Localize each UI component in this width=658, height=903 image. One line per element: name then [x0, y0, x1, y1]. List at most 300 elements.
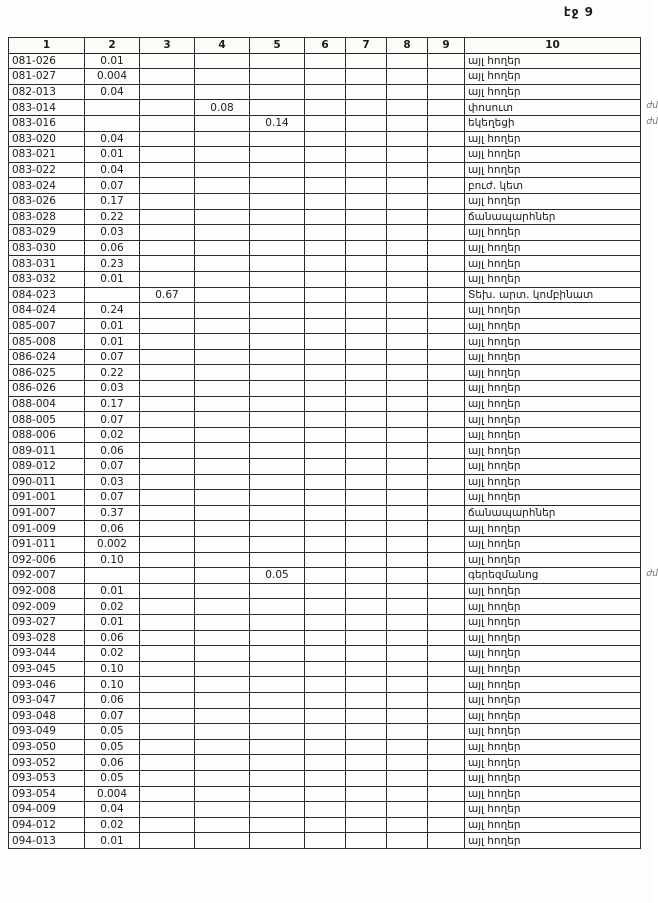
cell-col-8 — [387, 724, 428, 740]
cell-col-6 — [305, 131, 346, 147]
cell-col-7 — [346, 162, 387, 178]
cell-col-2: 0.02 — [85, 817, 140, 833]
table-row — [9, 677, 641, 693]
cell-col-8 — [387, 318, 428, 334]
cell-col-5 — [250, 739, 305, 755]
table-row — [9, 724, 641, 740]
cell-col-1: 094-012 — [9, 817, 85, 833]
table-row — [9, 599, 641, 615]
cell-col-2: 0.004 — [85, 69, 140, 85]
cell-col-9 — [428, 131, 465, 147]
cell-col-3 — [140, 69, 195, 85]
cell-col-7 — [346, 521, 387, 537]
cell-col-9 — [428, 786, 465, 802]
cell-col-8 — [387, 802, 428, 818]
cell-col-6 — [305, 739, 346, 755]
cell-col-8 — [387, 271, 428, 287]
cell-col-1: 092-008 — [9, 583, 85, 599]
cell-col-9 — [428, 770, 465, 786]
cell-col-8 — [387, 443, 428, 459]
cell-col-10: ճանապարհներ — [465, 505, 641, 521]
cell-col-1: 089-011 — [9, 443, 85, 459]
cell-col-8 — [387, 755, 428, 771]
cell-col-3 — [140, 412, 195, 428]
table-row — [9, 100, 641, 116]
cell-col-9 — [428, 178, 465, 194]
cell-col-7 — [346, 427, 387, 443]
cell-col-2: 0.01 — [85, 271, 140, 287]
cell-col-3: 0.67 — [140, 287, 195, 303]
cell-col-4 — [195, 427, 250, 443]
cell-col-6 — [305, 193, 346, 209]
cell-col-1: 093-046 — [9, 677, 85, 693]
cell-col-5 — [250, 396, 305, 412]
cell-col-8 — [387, 661, 428, 677]
cell-col-2: 0.10 — [85, 661, 140, 677]
cell-col-6 — [305, 349, 346, 365]
cell-col-6 — [305, 162, 346, 178]
cell-col-10: այլ հողեր — [465, 708, 641, 724]
cell-col-6 — [305, 287, 346, 303]
cell-col-5 — [250, 692, 305, 708]
cell-col-9 — [428, 568, 465, 584]
cell-col-9 — [428, 833, 465, 849]
cell-col-5 — [250, 412, 305, 428]
cell-col-9 — [428, 412, 465, 428]
cell-col-8 — [387, 614, 428, 630]
cell-col-6 — [305, 692, 346, 708]
cell-col-10: այլ հողեր — [465, 427, 641, 443]
cell-col-4 — [195, 365, 250, 381]
cell-col-8 — [387, 178, 428, 194]
table-row — [9, 708, 641, 724]
cell-col-9 — [428, 287, 465, 303]
cell-col-7 — [346, 599, 387, 615]
cell-col-5 — [250, 599, 305, 615]
cell-col-2: 0.02 — [85, 646, 140, 662]
cell-col-2: 0.37 — [85, 505, 140, 521]
cell-col-1: 086-026 — [9, 381, 85, 397]
table-row — [9, 131, 641, 147]
cell-col-9 — [428, 474, 465, 490]
cell-col-1: 083-030 — [9, 240, 85, 256]
column-header-7: 7 — [346, 38, 387, 54]
cell-col-5 — [250, 802, 305, 818]
cell-col-1: 083-021 — [9, 147, 85, 163]
cell-col-7 — [346, 614, 387, 630]
column-header-2: 2 — [85, 38, 140, 54]
cell-col-9 — [428, 100, 465, 116]
cell-col-1: 086-024 — [9, 349, 85, 365]
cell-col-10: այլ հողեր — [465, 318, 641, 334]
cell-col-4 — [195, 692, 250, 708]
cell-col-4 — [195, 833, 250, 849]
cell-col-6 — [305, 552, 346, 568]
cell-col-9 — [428, 552, 465, 568]
cell-col-2: 0.10 — [85, 552, 140, 568]
cell-col-10: այլ հողեր — [465, 833, 641, 849]
table-row — [9, 256, 641, 272]
cell-col-6 — [305, 459, 346, 475]
cell-col-3 — [140, 334, 195, 350]
table-row — [9, 490, 641, 506]
table-row — [9, 303, 641, 319]
cell-col-2: 0.05 — [85, 724, 140, 740]
cell-col-2: 0.17 — [85, 193, 140, 209]
cell-col-9 — [428, 755, 465, 771]
cell-col-8 — [387, 162, 428, 178]
column-header-9: 9 — [428, 38, 465, 54]
cell-col-9 — [428, 193, 465, 209]
cell-col-3 — [140, 318, 195, 334]
cell-col-3 — [140, 53, 195, 69]
cell-col-10: եկեղեցի ժմ — [465, 115, 641, 131]
cell-col-3 — [140, 225, 195, 241]
cell-col-9 — [428, 708, 465, 724]
cell-col-2: 0.07 — [85, 412, 140, 428]
cell-col-3 — [140, 599, 195, 615]
cell-col-5 — [250, 661, 305, 677]
cell-col-7 — [346, 474, 387, 490]
cell-col-8 — [387, 599, 428, 615]
table-body — [9, 53, 658, 848]
cell-col-8 — [387, 115, 428, 131]
cell-col-10: բուժ. կետ — [465, 178, 641, 194]
handwritten-margin-note: ժմ — [646, 569, 658, 580]
table-row — [9, 147, 641, 163]
cell-col-10: այլ հողեր — [465, 817, 641, 833]
land-register-table — [8, 37, 658, 849]
cell-col-7 — [346, 505, 387, 521]
table-row — [9, 661, 641, 677]
cell-col-6 — [305, 708, 346, 724]
cell-col-4 — [195, 53, 250, 69]
cell-col-2: 0.002 — [85, 537, 140, 553]
cell-col-3 — [140, 833, 195, 849]
cell-col-7 — [346, 552, 387, 568]
cell-col-5 — [250, 53, 305, 69]
cell-col-9 — [428, 692, 465, 708]
cell-col-9 — [428, 318, 465, 334]
cell-col-9 — [428, 225, 465, 241]
cell-col-7 — [346, 583, 387, 599]
cell-col-3 — [140, 443, 195, 459]
cell-col-3 — [140, 303, 195, 319]
cell-col-4 — [195, 256, 250, 272]
cell-col-6 — [305, 53, 346, 69]
table-row — [9, 240, 641, 256]
cell-col-10: այլ հողեր — [465, 84, 641, 100]
cell-col-3 — [140, 256, 195, 272]
cell-col-8 — [387, 69, 428, 85]
cell-col-5 — [250, 443, 305, 459]
table-row — [9, 739, 641, 755]
cell-col-6 — [305, 755, 346, 771]
cell-col-4 — [195, 739, 250, 755]
cell-col-6 — [305, 677, 346, 693]
cell-col-5 — [250, 490, 305, 506]
cell-col-3 — [140, 178, 195, 194]
cell-col-3 — [140, 209, 195, 225]
cell-col-6 — [305, 833, 346, 849]
cell-col-7 — [346, 271, 387, 287]
cell-col-1: 091-011 — [9, 537, 85, 553]
cell-col-2: 0.07 — [85, 178, 140, 194]
handwritten-margin-note: ժմ — [646, 101, 658, 112]
cell-col-9 — [428, 334, 465, 350]
cell-col-8 — [387, 381, 428, 397]
cell-col-7 — [346, 69, 387, 85]
cell-col-10: այլ հողեր — [465, 739, 641, 755]
cell-col-10: այլ հողեր — [465, 552, 641, 568]
cell-col-10: փոսուտ ժմ — [465, 100, 641, 116]
cell-col-3 — [140, 786, 195, 802]
cell-col-1: 081-027 — [9, 69, 85, 85]
cell-col-10: այլ հողեր — [465, 786, 641, 802]
cell-col-2: 0.03 — [85, 381, 140, 397]
cell-col-10: այլ հողեր — [465, 53, 641, 69]
cell-col-3 — [140, 381, 195, 397]
cell-col-9 — [428, 115, 465, 131]
cell-col-4 — [195, 193, 250, 209]
cell-col-4 — [195, 755, 250, 771]
table-row — [9, 474, 641, 490]
cell-col-8 — [387, 349, 428, 365]
cell-col-10: այլ հողեր — [465, 69, 641, 85]
cell-col-5 — [250, 817, 305, 833]
cell-col-8 — [387, 303, 428, 319]
cell-col-10: այլ հողեր — [465, 755, 641, 771]
cell-col-10: այլ հողեր — [465, 724, 641, 740]
cell-col-8 — [387, 817, 428, 833]
cell-col-4 — [195, 583, 250, 599]
cell-col-4 — [195, 505, 250, 521]
table-row — [9, 396, 641, 412]
cell-col-2: 0.04 — [85, 131, 140, 147]
cell-col-10: այլ հողեր — [465, 303, 641, 319]
cell-col-2: 0.07 — [85, 490, 140, 506]
cell-col-4 — [195, 490, 250, 506]
cell-col-4 — [195, 131, 250, 147]
cell-col-3 — [140, 661, 195, 677]
table-row — [9, 692, 641, 708]
table-row — [9, 349, 641, 365]
cell-col-5 — [250, 349, 305, 365]
cell-col-10: այլ հողեր — [465, 256, 641, 272]
table-row — [9, 755, 641, 771]
column-header-8: 8 — [387, 38, 428, 54]
table-row — [9, 521, 641, 537]
cell-col-7 — [346, 412, 387, 428]
cell-col-5 — [250, 708, 305, 724]
cell-col-2: 0.03 — [85, 474, 140, 490]
table-row — [9, 334, 641, 350]
cell-col-7 — [346, 396, 387, 412]
cell-col-3 — [140, 505, 195, 521]
cell-col-1: 083-024 — [9, 178, 85, 194]
cell-col-5 — [250, 271, 305, 287]
cell-col-5 — [250, 677, 305, 693]
cell-col-7 — [346, 147, 387, 163]
cell-col-4 — [195, 287, 250, 303]
cell-col-8 — [387, 708, 428, 724]
cell-col-7 — [346, 630, 387, 646]
cell-col-8 — [387, 334, 428, 350]
cell-col-8 — [387, 147, 428, 163]
cell-col-4 — [195, 537, 250, 553]
cell-col-4 — [195, 474, 250, 490]
cell-col-7 — [346, 443, 387, 459]
cell-col-2: 0.07 — [85, 459, 140, 475]
cell-col-1: 083-029 — [9, 225, 85, 241]
cell-col-6 — [305, 505, 346, 521]
column-header-4: 4 — [195, 38, 250, 54]
cell-col-6 — [305, 443, 346, 459]
cell-col-6 — [305, 334, 346, 350]
cell-col-3 — [140, 365, 195, 381]
cell-col-5: 0.05 — [250, 568, 305, 584]
cell-col-3 — [140, 427, 195, 443]
cell-col-10: այլ հողեր — [465, 537, 641, 553]
cell-col-6 — [305, 724, 346, 740]
cell-col-3 — [140, 568, 195, 584]
cell-col-9 — [428, 739, 465, 755]
cell-col-7 — [346, 755, 387, 771]
cell-col-2: 0.06 — [85, 240, 140, 256]
cell-col-6 — [305, 318, 346, 334]
cell-col-6 — [305, 521, 346, 537]
cell-col-5 — [250, 583, 305, 599]
cell-col-7 — [346, 115, 387, 131]
cell-col-2: 0.05 — [85, 770, 140, 786]
cell-col-5 — [250, 209, 305, 225]
cell-col-5 — [250, 287, 305, 303]
cell-col-5 — [250, 459, 305, 475]
cell-col-9 — [428, 630, 465, 646]
cell-col-4 — [195, 677, 250, 693]
cell-col-5 — [250, 552, 305, 568]
cell-col-8 — [387, 474, 428, 490]
cell-col-5 — [250, 724, 305, 740]
cell-col-3 — [140, 115, 195, 131]
cell-col-1: 084-023 — [9, 287, 85, 303]
cell-col-10: այլ հողեր — [465, 490, 641, 506]
cell-col-4 — [195, 225, 250, 241]
cell-col-9 — [428, 256, 465, 272]
cell-col-2: 0.02 — [85, 427, 140, 443]
cell-col-6 — [305, 614, 346, 630]
cell-col-2: 0.17 — [85, 396, 140, 412]
cell-col-5 — [250, 193, 305, 209]
cell-col-10: այլ հողեր — [465, 630, 641, 646]
cell-col-1: 088-006 — [9, 427, 85, 443]
cell-col-3 — [140, 521, 195, 537]
cell-col-9 — [428, 240, 465, 256]
cell-col-7 — [346, 739, 387, 755]
cell-col-2 — [85, 115, 140, 131]
cell-col-5 — [250, 256, 305, 272]
table-row — [9, 271, 641, 287]
cell-col-8 — [387, 505, 428, 521]
cell-col-8 — [387, 692, 428, 708]
cell-col-10: այլ հողեր — [465, 614, 641, 630]
cell-col-7 — [346, 677, 387, 693]
cell-col-6 — [305, 225, 346, 241]
cell-col-10: այլ հողեր — [465, 802, 641, 818]
cell-col-5 — [250, 614, 305, 630]
cell-col-10: այլ հողեր — [465, 459, 641, 475]
cell-col-3 — [140, 147, 195, 163]
cell-col-10: այլ հողեր — [465, 396, 641, 412]
cell-col-7 — [346, 131, 387, 147]
cell-col-3 — [140, 552, 195, 568]
cell-col-1: 083-031 — [9, 256, 85, 272]
cell-col-7 — [346, 459, 387, 475]
table-row — [9, 193, 641, 209]
cell-col-10: այլ հողեր — [465, 677, 641, 693]
cell-col-7 — [346, 240, 387, 256]
cell-col-5 — [250, 521, 305, 537]
cell-col-6 — [305, 630, 346, 646]
cell-col-4 — [195, 802, 250, 818]
cell-col-2: 0.06 — [85, 630, 140, 646]
cell-col-5 — [250, 505, 305, 521]
cell-col-4 — [195, 786, 250, 802]
cell-col-5 — [250, 303, 305, 319]
cell-col-3 — [140, 193, 195, 209]
cell-col-4 — [195, 84, 250, 100]
cell-col-2: 0.02 — [85, 599, 140, 615]
cell-col-4 — [195, 209, 250, 225]
cell-col-6 — [305, 303, 346, 319]
cell-col-9 — [428, 646, 465, 662]
cell-col-4 — [195, 334, 250, 350]
cell-col-8 — [387, 225, 428, 241]
cell-col-1: 090-011 — [9, 474, 85, 490]
cell-col-5 — [250, 147, 305, 163]
cell-col-5 — [250, 630, 305, 646]
cell-col-7 — [346, 256, 387, 272]
table-row — [9, 770, 641, 786]
cell-col-7 — [346, 225, 387, 241]
cell-col-9 — [428, 614, 465, 630]
cell-col-2 — [85, 100, 140, 116]
table-row — [9, 381, 641, 397]
cell-col-8 — [387, 84, 428, 100]
cell-col-7 — [346, 568, 387, 584]
cell-col-9 — [428, 84, 465, 100]
cell-col-10: այլ հողեր — [465, 474, 641, 490]
page-number-label: էջ 9 — [563, 5, 594, 19]
column-header-3: 3 — [140, 38, 195, 54]
cell-col-10: այլ հողեր — [465, 692, 641, 708]
cell-col-4 — [195, 240, 250, 256]
cell-col-5 — [250, 537, 305, 553]
cell-col-5 — [250, 770, 305, 786]
cell-col-8 — [387, 365, 428, 381]
cell-col-3 — [140, 131, 195, 147]
cell-col-9 — [428, 490, 465, 506]
cell-col-6 — [305, 381, 346, 397]
cell-col-1: 093-045 — [9, 661, 85, 677]
cell-col-2: 0.01 — [85, 147, 140, 163]
cell-col-6 — [305, 271, 346, 287]
cell-col-6 — [305, 412, 346, 428]
cell-col-5: 0.14 — [250, 115, 305, 131]
cell-col-1: 083-016 — [9, 115, 85, 131]
cell-col-8 — [387, 739, 428, 755]
cell-col-1: 093-048 — [9, 708, 85, 724]
